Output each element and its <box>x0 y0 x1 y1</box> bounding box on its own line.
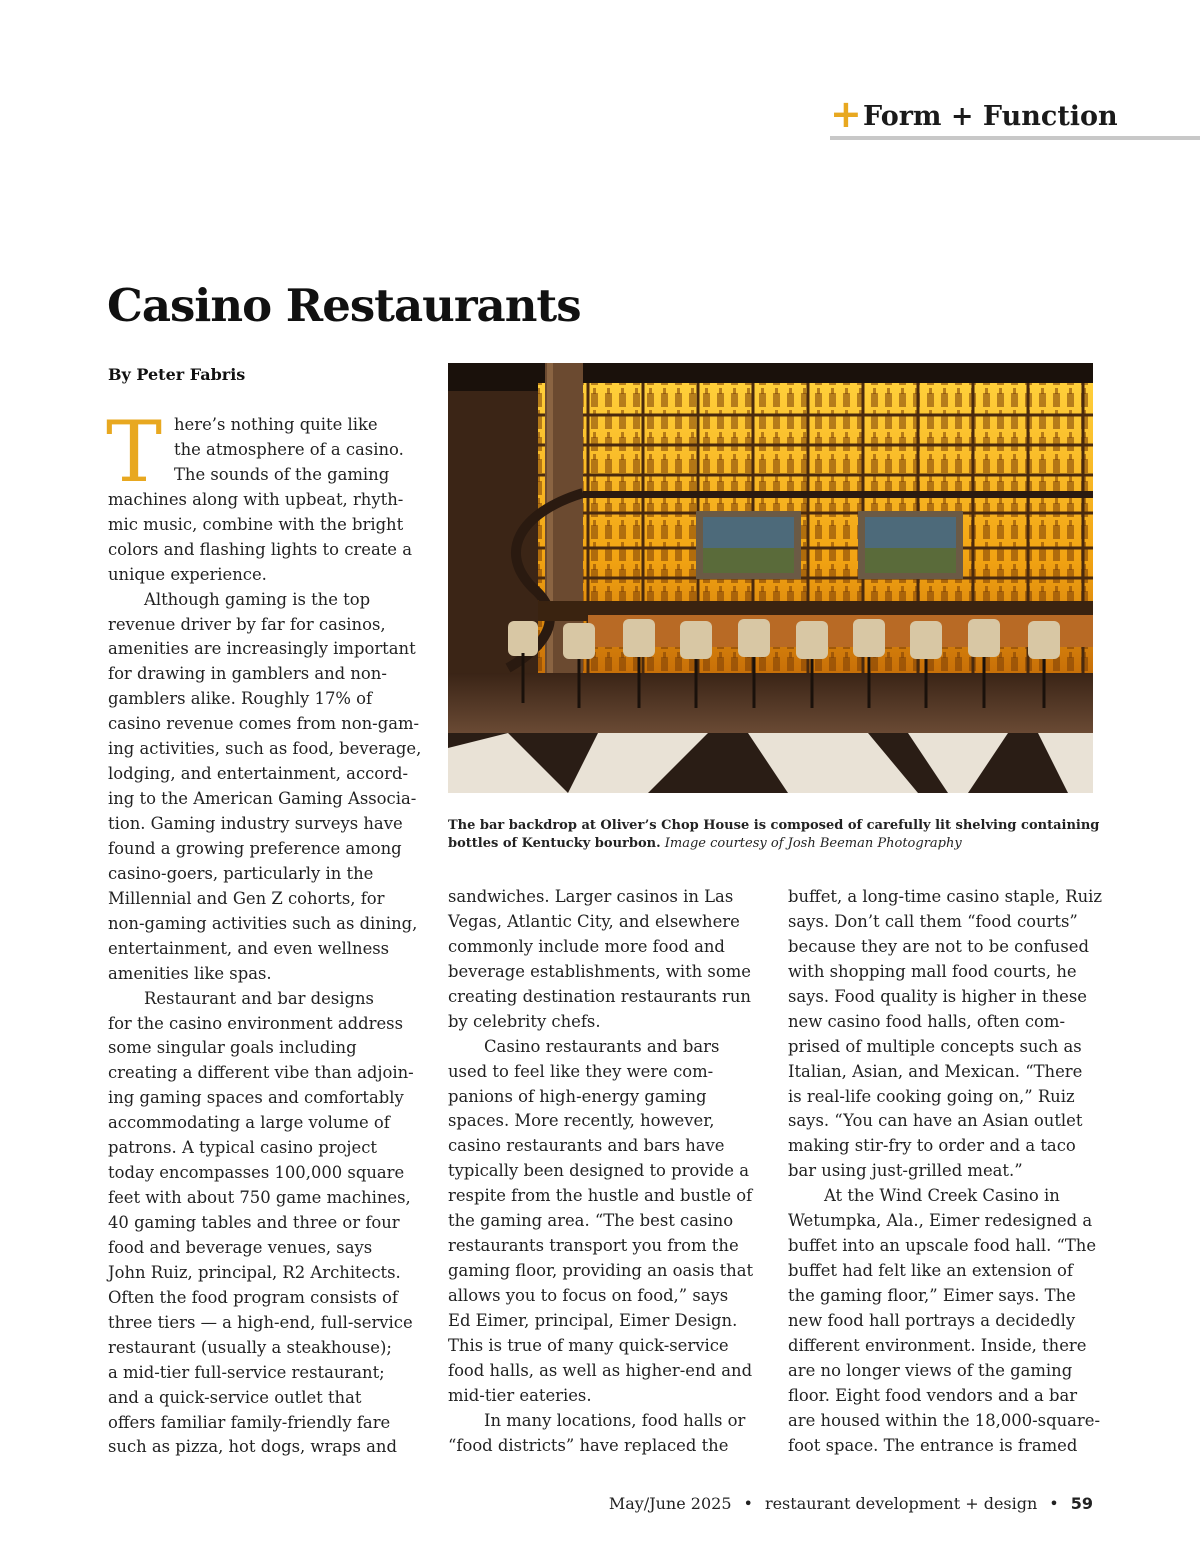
text-line: commonly include more food and <box>448 936 725 956</box>
text-line: Millennial and Gen Z cohorts, for <box>108 888 385 908</box>
text-line: bar using just-grilled meat.” <box>788 1161 1023 1181</box>
bar-photo <box>448 363 1093 793</box>
plus-icon: + <box>830 92 862 136</box>
text-line: are no longer views of the gaming <box>788 1360 1073 1380</box>
article-column-2 <box>448 885 758 1459</box>
text-line: gaming floor, providing an oasis that <box>448 1261 754 1281</box>
text-line: lodging, and entertainment, accord- <box>108 764 409 784</box>
text-line: entertainment, and even wellness <box>108 938 390 958</box>
text-line: patrons. A typical casino project <box>108 1138 377 1158</box>
text-line: John Ruiz, principal, R2 Architects. <box>108 1262 401 1282</box>
text-line: revenue driver by far for casinos, <box>108 614 386 634</box>
text-line: gamblers alike. Roughly 17% of <box>108 689 373 709</box>
text-line: used to feel like they were com- <box>448 1061 714 1081</box>
text-line: buffet had felt like an extension of <box>788 1261 1073 1281</box>
text-line: unique experience. <box>108 564 267 584</box>
text-line: for drawing in gamblers and non- <box>108 664 387 684</box>
photo-caption <box>448 817 1098 853</box>
text-line: Often the food program consists of <box>108 1287 398 1307</box>
text-line: restaurants transport you from the <box>448 1236 739 1256</box>
text-line: allows you to focus on food,” says <box>448 1286 729 1305</box>
text-line: because they are not to be confused <box>788 936 1089 956</box>
page-footer <box>609 1493 1093 1515</box>
text-line: new food hall portrays a decidedly <box>788 1310 1076 1330</box>
text-line: This is true of many quick-service <box>448 1335 729 1355</box>
text-line: says. Don’t call them “food courts” <box>788 911 1078 931</box>
drop-cap: T <box>106 403 163 501</box>
text-line: spaces. More recently, however, <box>448 1111 715 1131</box>
text-line: amenities are increasingly important <box>108 639 416 659</box>
text-line: mid-tier eateries. <box>448 1385 592 1405</box>
footer-publication: restaurant development + design <box>764 1494 1038 1513</box>
text-line: making stir-fry to order and a taco <box>788 1136 1076 1156</box>
text-line: Ed Eimer, principal, Eimer Design. <box>448 1310 738 1330</box>
caption-credit: Image courtesy of Josh Beeman Photography <box>664 836 962 851</box>
text-line: says. Food quality is higher in these <box>788 986 1087 1006</box>
text-line: non-gaming activities such as dining, <box>108 913 418 933</box>
text-line: Casino restaurants and bars <box>484 1036 720 1056</box>
text-line: casino-goers, particularly in the <box>108 863 374 883</box>
text-line: respite from the hustle and bustle of <box>448 1186 753 1206</box>
text-line: a mid-tier full-service restaurant; <box>108 1362 385 1382</box>
page-number: 59 <box>1070 1494 1093 1513</box>
text-line: beverage establishments, with some <box>448 961 751 981</box>
text-line: here’s nothing quite like <box>174 415 378 434</box>
text-line: buffet into an upscale food hall. “The <box>788 1236 1097 1256</box>
caption-bold-line-1: The bar backdrop at Oliver’s Chop House is composed of carefully lit shelving containing <box>448 818 1100 833</box>
article-column-3 <box>788 885 1102 1459</box>
text-line: today encompasses 100,000 square <box>108 1163 405 1183</box>
headline: Casino Restaurants <box>107 279 581 332</box>
text-line: typically been designed to provide a <box>448 1161 749 1181</box>
text-line: creating a different vibe than adjoin- <box>108 1063 414 1083</box>
text-line: colors and flashing lights to create a <box>108 539 412 559</box>
text-line: some singular goals including <box>108 1038 357 1058</box>
text-line: amenities like spas. <box>108 963 272 983</box>
text-line: are housed within the 18,000-square- <box>788 1410 1100 1430</box>
text-line: creating destination restaurants run <box>448 986 751 1006</box>
text-line: buffet, a long-time casino staple, Ruiz <box>788 887 1102 906</box>
footer-issue: May/June 2025 <box>608 1494 732 1513</box>
section-label: Form + Function <box>863 101 1118 132</box>
text-line: machines along with upbeat, rhyth- <box>108 489 404 509</box>
text-line: three tiers — a high-end, full-service <box>108 1312 413 1332</box>
text-line: tion. Gaming industry surveys have <box>108 814 403 833</box>
text-line: the atmosphere of a casino. <box>174 439 404 459</box>
text-line: Vegas, Atlantic City, and elsewhere <box>448 911 740 931</box>
text-line: for the casino environment address <box>108 1013 403 1033</box>
text-line: Italian, Asian, and Mexican. “There <box>788 1061 1083 1081</box>
text-line: ing activities, such as food, beverage, <box>108 739 422 759</box>
text-line: In many locations, food halls or <box>484 1410 746 1430</box>
text-line: 40 gaming tables and three or four <box>108 1213 400 1232</box>
text-line: food halls, as well as higher-end and <box>448 1360 753 1380</box>
text-line: the gaming floor,” Eimer says. The <box>788 1286 1076 1305</box>
text-line: At the Wind Creek Casino in <box>824 1186 1060 1206</box>
text-line: prised of multiple concepts such as <box>788 1036 1082 1056</box>
footer-bullet: • <box>1049 1494 1059 1513</box>
text-line: new casino food halls, often com- <box>788 1011 1066 1031</box>
text-line: Although gaming is the top <box>144 589 371 609</box>
text-line: food and beverage venues, says <box>108 1237 373 1257</box>
text-line: mic music, combine with the bright <box>108 514 404 534</box>
section-rule <box>830 136 1200 140</box>
byline: By Peter Fabris <box>108 365 246 384</box>
footer-bullet: • <box>743 1494 753 1513</box>
text-line: ing to the American Gaming Associa- <box>108 789 417 809</box>
text-line: with shopping mall food courts, he <box>788 961 1077 981</box>
text-line: Restaurant and bar designs <box>144 988 374 1008</box>
text-line: panions of high-energy gaming <box>448 1086 707 1106</box>
text-line: casino revenue comes from non-gam- <box>108 714 420 734</box>
section-tag <box>830 92 1200 142</box>
text-line: Wetumpka, Ala., Eimer redesigned a <box>788 1211 1093 1231</box>
text-line: restaurant (usually a steakhouse); <box>108 1337 392 1357</box>
text-line: the gaming area. “The best casino <box>448 1211 734 1231</box>
article-column-1 <box>108 413 422 1460</box>
text-line: casino restaurants and bars have <box>448 1136 725 1156</box>
text-line: says. “You can have an Asian outlet <box>788 1111 1083 1131</box>
caption-bold-line-2: bottles of Kentucky bourbon. <box>448 836 661 851</box>
text-line: floor. Eight food vendors and a bar <box>788 1385 1078 1405</box>
text-line: ing gaming spaces and comfortably <box>108 1088 404 1108</box>
text-line: such as pizza, hot dogs, wraps and <box>108 1437 397 1457</box>
text-line: accommodating a large volume of <box>108 1113 390 1133</box>
text-line: sandwiches. Larger casinos in Las <box>448 887 734 906</box>
text-line: “food districts” have replaced the <box>448 1435 729 1455</box>
text-line: foot space. The entrance is framed <box>788 1435 1078 1455</box>
text-line: The sounds of the gaming <box>174 464 390 484</box>
text-line: is real-life cooking going on,” Ruiz <box>788 1086 1075 1106</box>
text-line: by celebrity chefs. <box>448 1011 601 1031</box>
text-line: and a quick-service outlet that <box>108 1387 362 1407</box>
text-line: different environment. Inside, there <box>788 1335 1087 1355</box>
text-line: offers familiar family-friendly fare <box>108 1412 391 1432</box>
text-line: found a growing preference among <box>108 838 402 858</box>
text-line: feet with about 750 game machines, <box>108 1188 411 1208</box>
